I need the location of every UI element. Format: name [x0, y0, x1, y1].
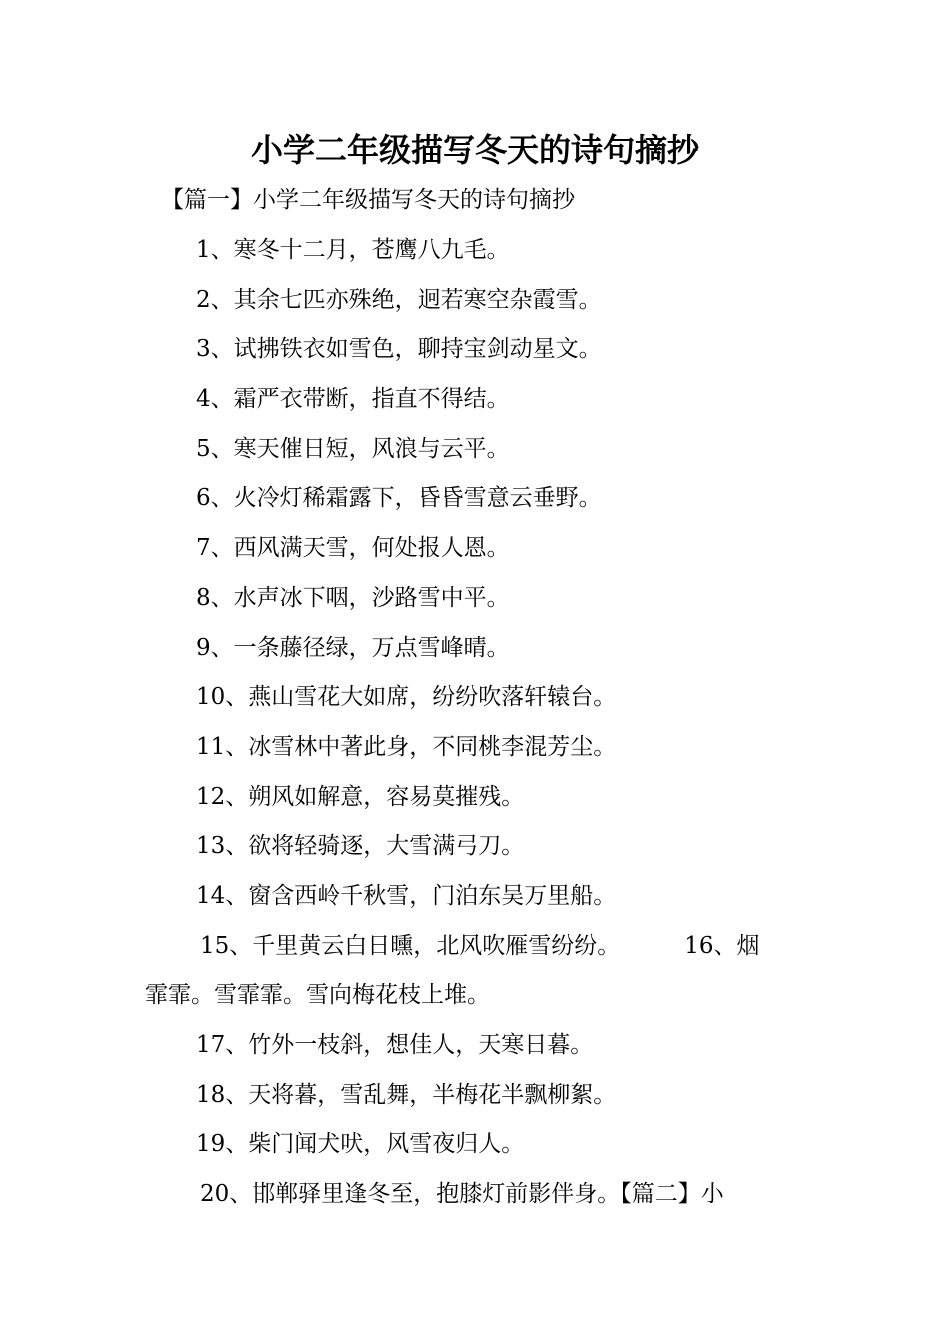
poem-line-continuation: 霏霏。雪霏霏。雪向梅花枝上堆。 [145, 982, 490, 1009]
poem-line: 11、冰雪林中著此身，不同桃李混芳尘。 [196, 733, 617, 760]
poem-line: 5、寒天催日短，风浪与云平。 [196, 435, 510, 462]
poem-list [145, 230, 810, 1224]
poem-line: 10、燕山雪花大如席，纷纷吹落轩辕台。 [196, 684, 617, 711]
poem-line: 7、西风满天雪，何处报人恩。 [196, 535, 510, 562]
poem-line: 19、柴门闻犬吠，风雪夜归人。 [196, 1131, 525, 1158]
poem-line: 8、水声冰下咽，沙路雪中平。 [196, 584, 510, 611]
poem-line-16-start: 16、烟 [684, 932, 760, 959]
poem-line-wrapped [145, 926, 810, 976]
poem-line-15: 15、千里黄云白日曛，北风吹雁雪纷纷。 [200, 932, 621, 959]
document-title: 小学二年级描写冬天的诗句摘抄 [250, 131, 699, 169]
poem-line: 3、试拂铁衣如雪色，聊持宝剑动星文。 [196, 336, 602, 363]
poem-line: 13、欲将轻骑逐，大雪满弓刀。 [196, 833, 525, 860]
poem-line: 17、竹外一枝斜，想佳人，天寒日暮。 [196, 1032, 594, 1058]
poem-line: 1、寒冬十二月，苍鹰八九毛。 [196, 237, 510, 263]
poem-line: 14、窗含西岭千秋雪，门泊东吴万里船。 [196, 882, 617, 909]
poem-line: 4、霜严衣带断，指直不得结。 [196, 386, 510, 413]
poem-line: 2、其余七匹亦殊绝，迥若寒空杂霞雪。 [196, 286, 602, 313]
poem-line-last: 20、邯郸驿里逢冬至，抱膝灯前影伴身。【篇二】小 [200, 1181, 724, 1208]
poem-line: 9、一条藤径绿，万点雪峰晴。 [196, 634, 510, 661]
section-heading: 【篇一】小学二年级描写冬天的诗句摘抄 [161, 187, 575, 213]
poem-line: 18、天将暮，雪乱舞，半梅花半飘柳絮。 [196, 1081, 617, 1108]
poem-line: 12、朔风如解意，容易莫摧残。 [196, 783, 525, 810]
poem-line: 6、火冷灯稀霜露下，昏昏雪意云垂野。 [196, 485, 602, 512]
